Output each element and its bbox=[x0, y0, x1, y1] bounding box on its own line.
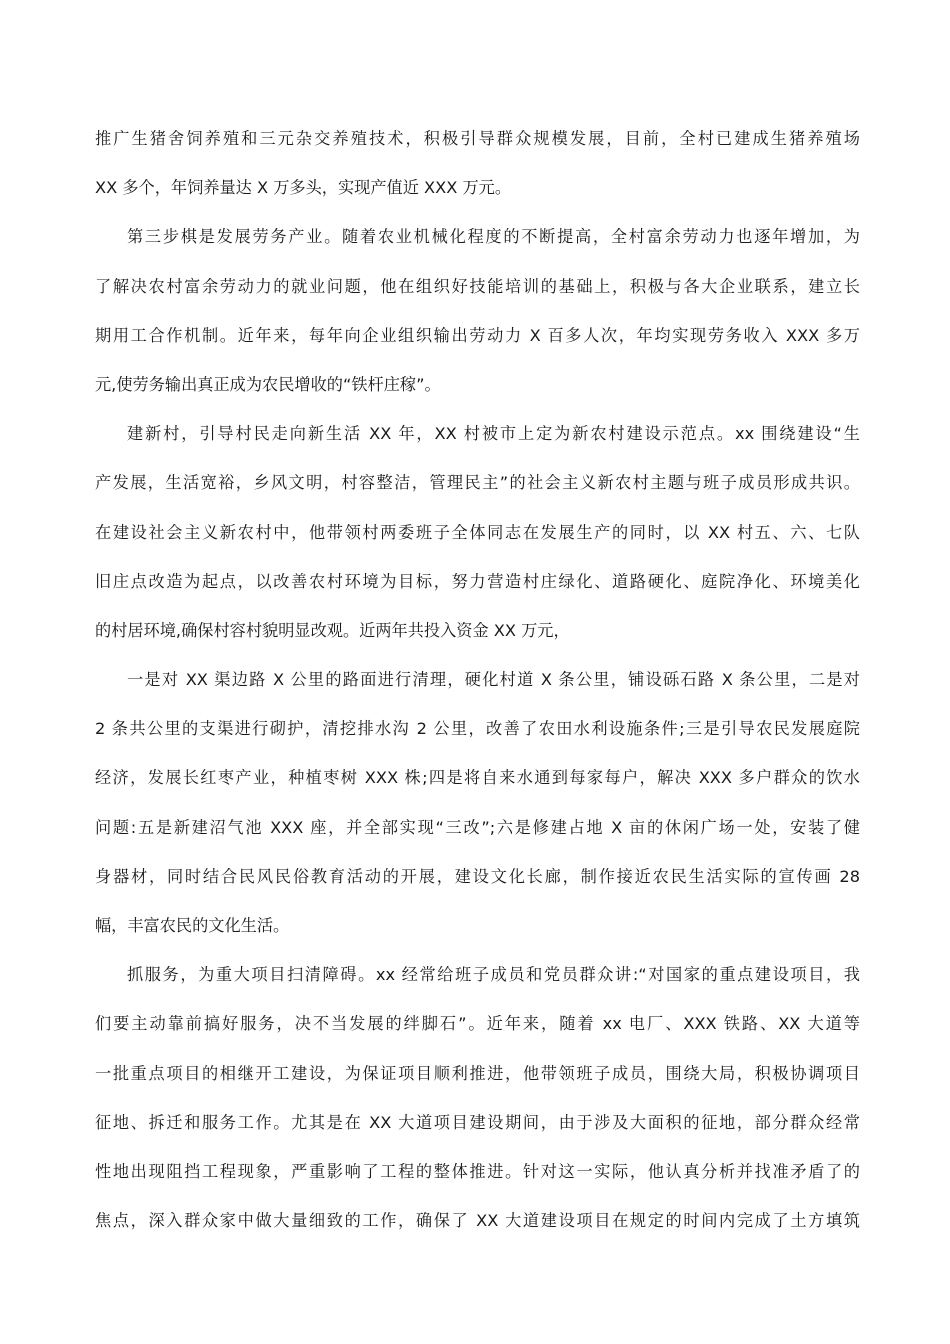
paragraph-5 bbox=[95, 950, 860, 1245]
text-line: 幅，丰富农民的文化生活。 bbox=[95, 916, 290, 935]
text-line: 元,使劳务输出真正成为农民增收的“铁杆庄稼”。 bbox=[95, 374, 441, 394]
text-line: XX 多个，年饲养量达 X 万多头，实现产值近 XXX 万元。 bbox=[95, 178, 512, 198]
paragraph-4 bbox=[95, 655, 860, 950]
text-line: 抓服务，为重大项目扫清障碍。xx 经常给班子成员和党员群众讲:“对国家的重点建设项目，我 bbox=[127, 965, 860, 985]
text-line: 建新村，引导村民走向新生活 XX 年，XX 村被市上定为新农村建设示范点。xx 围绕建设“生 bbox=[127, 424, 860, 444]
text-line: 2 条共公里的支渠进行砌护，清挖排水沟 2 公里，改善了农田水利设施条件;三是引导农民发展庭院 bbox=[95, 719, 860, 739]
text-line: 第三步棋是发展劳务产业。随着农业机械化程度的不断提高，全村富余劳动力也逐年增加，为 bbox=[127, 227, 860, 247]
text-line: 期用工合作机制。近年来，每年向企业组织输出劳动力 X 百多人次，年均实现劳务收入 XXX 多万 bbox=[95, 325, 860, 345]
text-line: 们要主动靠前搞好服务，决不当发展的绊脚石”。近年来，随着 xx 电厂、XXX 铁路、XX 大道等 bbox=[95, 1014, 860, 1034]
text-line: 问题:五是新建沼气池 XXX 座，并全部实现“三改”;六是修建占地 X 亩的休闲广场一处，安装了健 bbox=[95, 817, 860, 837]
document-body bbox=[95, 114, 860, 1245]
text-line: 性地出现阻挡工程现象，严重影响了工程的整体推进。针对这一实际，他认真分析并找准矛盾了的 bbox=[95, 1161, 860, 1181]
paragraph-3 bbox=[95, 409, 860, 655]
text-line: 推广生猪舍饲养殖和三元杂交养殖技术，积极引导群众规模发展，目前，全村已建成生猪养殖场 bbox=[95, 129, 860, 148]
text-line: 一是对 XX 渠边路 X 公里的路面进行清理，硬化村道 X 条公里，铺设砾石路 X 条公里，二是对 bbox=[127, 670, 860, 690]
text-line: 在建设社会主义新农村中，他带领村两委班子全体同志在发展生产的同时，以 XX 村五、六、七队 bbox=[95, 522, 860, 542]
text-line: 经济，发展长红枣产业，种植枣树 XXX 株;四是将自来水通到每家每户，解决 XXX 多户群众的饮水 bbox=[95, 768, 860, 788]
text-line: 的村居环境,确保村容村貌明显改观。近两年共投入资金 XX 万元， bbox=[95, 620, 570, 640]
text-line: 一批重点项目的相继开工建设，为保证项目顺利推进，他带领班子成员，围绕大局，积极协调项目 bbox=[95, 1063, 860, 1083]
paragraph-1 bbox=[95, 114, 860, 212]
text-line: 身器材，同时结合民风民俗教育活动的开展，建设文化长廊，制作接近农民生活实际的宣传画 28 bbox=[95, 866, 860, 886]
text-line: 旧庄点改造为起点，以改善农村环境为目标，努力营造村庄绿化、道路硬化、庭院净化、环境美化 bbox=[95, 571, 860, 591]
text-line: 了解决农村富余劳动力的就业问题，他在组织好技能培训的基础上，积极与各大企业联系，建立长 bbox=[95, 276, 860, 296]
text-line: 征地、拆迁和服务工作。尤其是在 XX 大道项目建设期间，由于涉及大面积的征地，部分群众经常 bbox=[95, 1112, 860, 1132]
paragraph-2 bbox=[95, 212, 860, 409]
text-line: 产发展，生活宽裕，乡风文明，村容整洁，管理民主”的社会主义新农村主题与班子成员形成共识。 bbox=[95, 473, 860, 493]
text-line: 焦点，深入群众家中做大量细致的工作，确保了 XX 大道建设项目在规定的时间内完成了土方填筑 bbox=[95, 1211, 860, 1231]
